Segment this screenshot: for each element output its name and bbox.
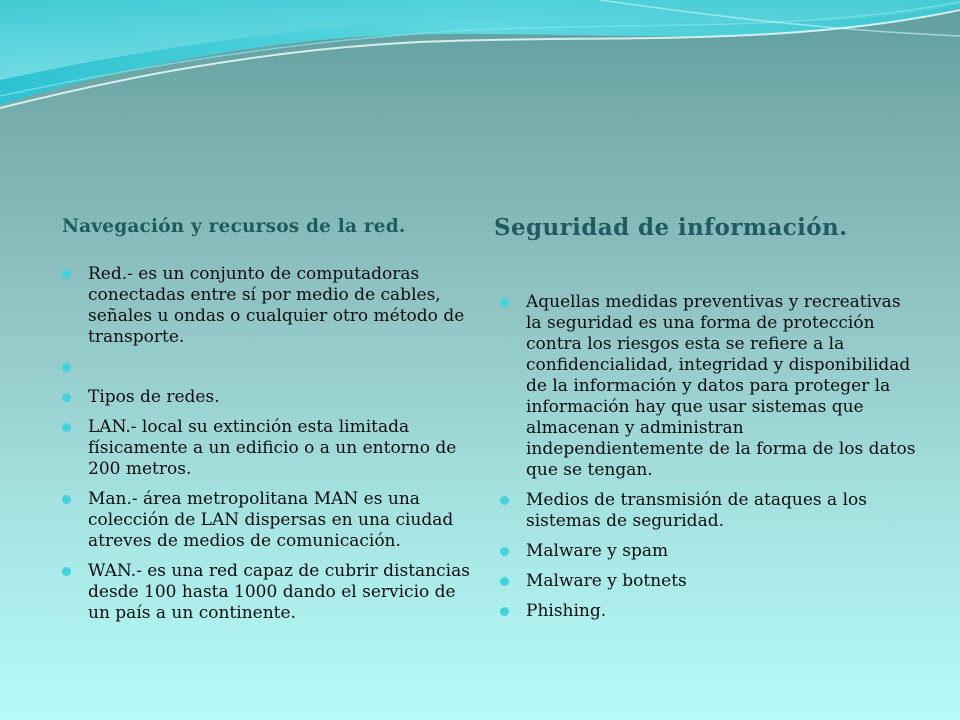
list-item: Medios de transmisión de ataques a los sistemas de seguridad.	[500, 490, 920, 532]
list-item: WAN.- es una red capaz de cubrir distancias desde 100 hasta 1000 dando el servicio de un país a un continente.	[62, 561, 482, 624]
left-column-heading: Navegación y recursos de la red.	[62, 216, 406, 237]
list-item: Malware y botnets	[500, 571, 920, 592]
list-item: Malware y spam	[500, 541, 920, 562]
right-column-heading: Seguridad de información.	[494, 214, 848, 241]
bullet-icon	[62, 423, 71, 432]
bullet-icon	[500, 547, 509, 556]
wave-decoration	[0, 0, 960, 140]
bullet-icon	[500, 607, 509, 616]
bullet-icon	[500, 298, 509, 307]
list-item: Tipos de redes.	[62, 387, 482, 408]
bullet-icon	[62, 495, 71, 504]
list-item	[62, 357, 482, 378]
bullet-icon	[62, 270, 71, 279]
list-item: LAN.- local su extinción esta limitada físicamente a un edificio o a un entorno de 200 metros.	[62, 417, 482, 480]
list-item: Aquellas medidas preventivas y recreativas la seguridad es una forma de protección contra los riesgos esta se refiere a la confidencialidad, integridad y disponibilidad de la información y datos para proteger la información hay que usar sistemas que almacenan y administran independientemente de la forma de los datos que se tengan.	[500, 292, 920, 481]
bullet-icon	[62, 567, 71, 576]
bullet-icon	[500, 577, 509, 586]
list-item: Red.- es un conjunto de computadoras conectadas entre sí por medio de cables, señales u ondas o cualquier otro método de transporte.	[62, 264, 482, 348]
bullet-icon	[62, 393, 71, 402]
list-item: Phishing.	[500, 601, 920, 622]
list-item: Man.- área metropolitana MAN es una colección de LAN dispersas en una ciudad atreves de medios de comunicación.	[62, 489, 482, 552]
bullet-icon	[62, 363, 71, 372]
left-bullet-list	[62, 264, 482, 633]
bullet-icon	[500, 496, 509, 505]
right-bullet-list	[500, 292, 920, 631]
